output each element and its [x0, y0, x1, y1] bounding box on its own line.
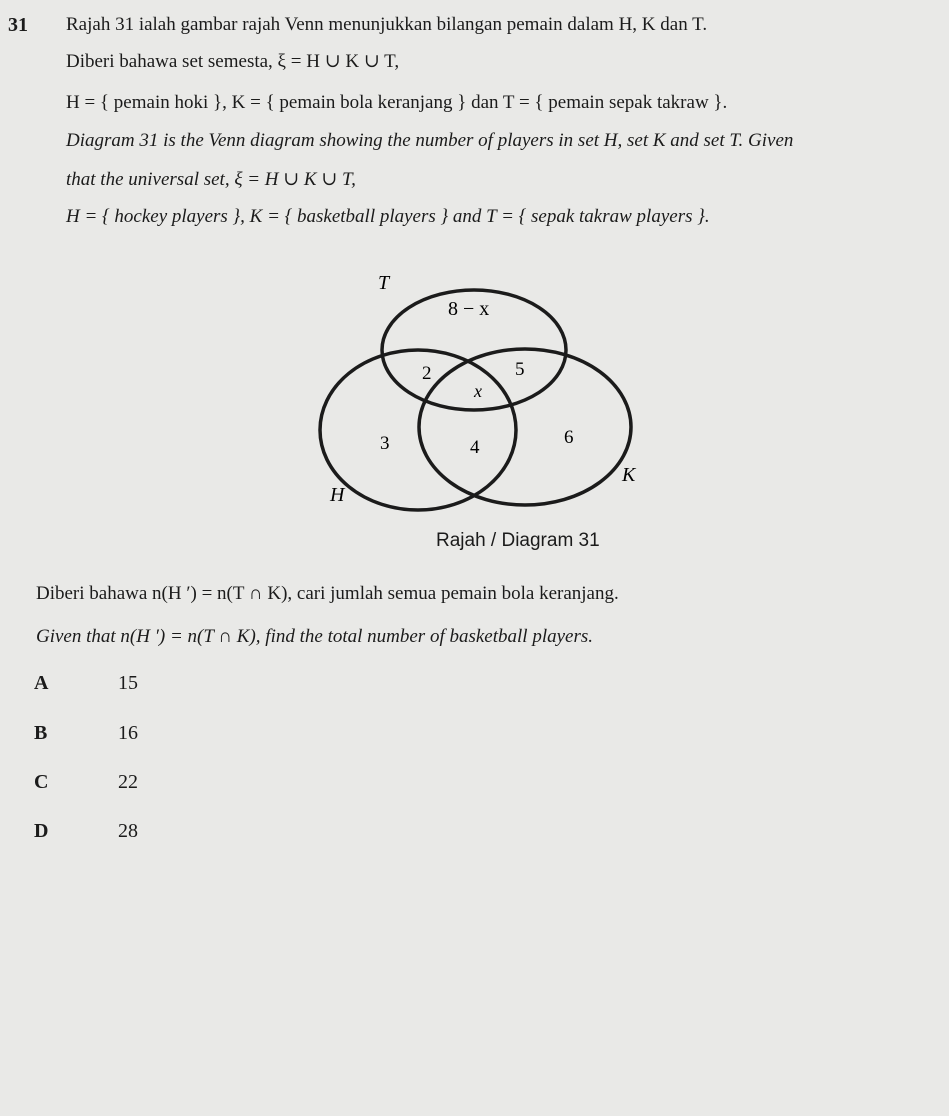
option-letter: A [34, 672, 49, 694]
malay-intro-line-1: Rajah 31 ialah gambar rajah Venn menunjukkan bilangan pemain dalam H, K dan T. [66, 14, 708, 35]
option-letter: D [34, 820, 49, 842]
region-T-K: 5 [515, 359, 525, 380]
region-H-T: 2 [422, 363, 432, 384]
prompt-english: Given that n(H ′) = n(T ∩ K), find the total number of basketball players. [36, 626, 594, 647]
option-letter: B [34, 722, 48, 744]
region-T-only: 8 − x [448, 298, 490, 320]
diagram-caption: Rajah / Diagram 31 [436, 530, 600, 551]
region-center: x [474, 381, 482, 401]
english-intro-line-2: that the universal set, ξ = H ∪ K ∪ T, [66, 169, 356, 190]
label-T: T [378, 272, 390, 294]
english-intro-line-1: Diagram 31 is the Venn diagram showing the number of players in set H, set K and set T. Given [66, 130, 794, 151]
option-value: 28 [118, 820, 138, 842]
option-value: 22 [118, 771, 138, 793]
label-K: K [622, 464, 636, 486]
region-H-only: 3 [380, 433, 390, 454]
option-value: 16 [118, 722, 138, 744]
label-H: H [330, 484, 345, 506]
region-H-K: 4 [470, 437, 480, 458]
set-K-circle [419, 349, 631, 505]
malay-intro-line-2: Diberi bahawa set semesta, ξ = H ∪ K ∪ T, [66, 51, 400, 72]
option-letter: C [34, 771, 49, 793]
option-value: 15 [118, 672, 138, 694]
prompt-malay: Diberi bahawa n(H ′) = n(T ∩ K), cari jumlah semua pemain bola keranjang. [36, 583, 619, 604]
english-intro-line-3: H = { hockey players }, K = { basketball players } and T = { sepak takraw players }. [66, 206, 710, 227]
region-K-only: 6 [564, 427, 574, 448]
venn-diagram [300, 255, 660, 525]
question-number: 31 [8, 14, 28, 36]
malay-intro-line-3: H = { pemain hoki }, K = { pemain bola keranjang } dan T = { pemain sepak takraw }. [66, 92, 728, 113]
